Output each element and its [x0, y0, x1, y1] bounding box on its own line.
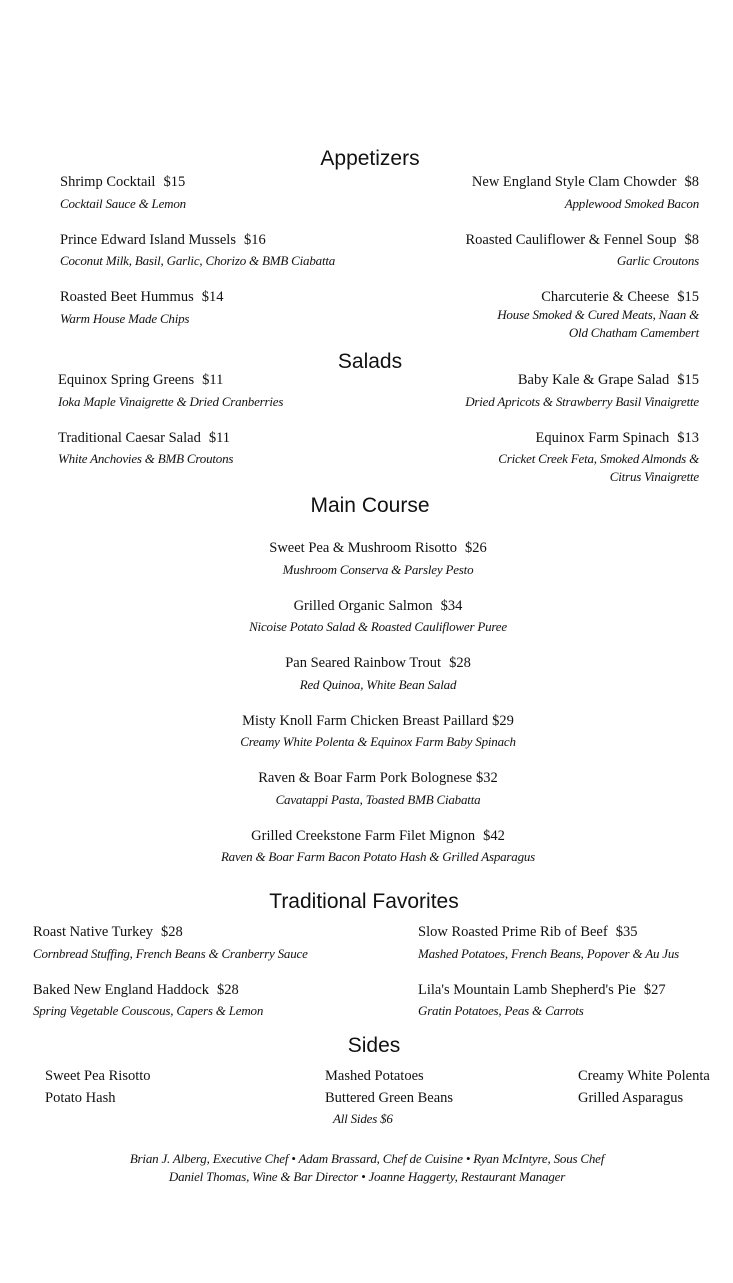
menu-item-name: Baby Kale & Grape Salad $15	[517, 372, 699, 388]
menu-item-desc: Garlic Croutons	[616, 253, 699, 268]
staff-credits-line: Brian J. Alberg, Executive Chef • Adam Brassard, Chef de Cuisine • Ryan McIntyre, Sous Chef	[129, 1151, 605, 1166]
menu-item-desc: Cornbread Stuffing, French Beans & Cranberry Sauce	[33, 946, 308, 961]
menu-item-desc: Coconut Milk, Basil, Garlic, Chorizo & BMB Ciabatta	[60, 253, 336, 268]
menu-item-name: New England Style Clam Chowder $8	[471, 174, 699, 190]
menu-item-desc: Old Chatham Camembert	[568, 325, 699, 340]
side-item: Buttered Green Beans	[325, 1090, 454, 1106]
side-item: Potato Hash	[45, 1090, 116, 1106]
menu-item-name: Sweet Pea & Mushroom Risotto $26	[269, 540, 487, 556]
menu-item-name: Pan Seared Rainbow Trout $28	[285, 655, 471, 671]
section-title-traditional-favorites: Traditional Favorites	[269, 890, 459, 913]
menu-item-desc: Cavatappi Pasta, Toasted BMB Ciabatta	[275, 792, 481, 807]
section-title-salads: Salads	[337, 350, 403, 373]
menu-item-name: Equinox Farm Spinach $13	[535, 430, 699, 446]
section-title-main-course: Main Course	[310, 494, 430, 517]
menu-item-name: Baked New England Haddock $28	[33, 982, 239, 998]
menu-item-name: Lila's Mountain Lamb Shepherd's Pie $27	[418, 982, 666, 998]
menu-item-name: Traditional Caesar Salad $11	[58, 430, 231, 446]
menu-item-desc: Spring Vegetable Couscous, Capers & Lemon	[33, 1003, 264, 1018]
side-item: Grilled Asparagus	[578, 1090, 684, 1106]
menu-item-desc: Warm House Made Chips	[60, 311, 190, 326]
menu-item-name: Shrimp Cocktail $15	[60, 174, 186, 190]
menu-item-name: Slow Roasted Prime Rib of Beef $35	[418, 924, 638, 940]
menu-item-desc: Mashed Potatoes, French Beans, Popover & Au Jus	[418, 946, 680, 961]
section-title-sides: Sides	[347, 1034, 401, 1057]
menu-item-desc: Gratin Potatoes, Peas & Carrots	[418, 1003, 584, 1018]
section-title-appetizers: Appetizers	[320, 147, 420, 170]
staff-credits-line: Daniel Thomas, Wine & Bar Director • Joanne Haggerty, Restaurant Manager	[168, 1169, 566, 1184]
side-item: Creamy White Polenta	[578, 1068, 710, 1084]
menu-item-name: Raven & Boar Farm Pork Bolognese $32	[258, 770, 498, 786]
menu-item-name: Equinox Spring Greens $11	[58, 372, 224, 388]
menu-item-desc: Mushroom Conserva & Parsley Pesto	[282, 562, 474, 577]
menu-item-desc: Citrus Vinaigrette	[609, 469, 699, 484]
menu-item-name: Charcuterie & Cheese $15	[541, 289, 699, 305]
menu-item-desc: Creamy White Polenta & Equinox Farm Baby Spinach	[240, 734, 516, 749]
menu-item-desc: Raven & Boar Farm Bacon Potato Hash & Grilled Asparagus	[220, 849, 536, 864]
side-item: Mashed Potatoes	[325, 1068, 424, 1084]
menu-item-desc: White Anchovies & BMB Croutons	[58, 451, 234, 466]
menu-item-desc: Cricket Creek Feta, Smoked Almonds &	[498, 451, 699, 466]
menu-item-name: Roast Native Turkey $28	[33, 924, 183, 940]
menu-item-name: Prince Edward Island Mussels $16	[60, 232, 266, 248]
menu-item-name: Grilled Creekstone Farm Filet Mignon $42	[251, 828, 505, 844]
menu-item-name: Roasted Beet Hummus $14	[60, 289, 224, 305]
menu-item-desc: Nicoise Potato Salad & Roasted Cauliflower Puree	[249, 619, 507, 634]
menu-item-desc: Ioka Maple Vinaigrette & Dried Cranberries	[58, 394, 284, 409]
menu-item-desc: Cocktail Sauce & Lemon	[60, 196, 186, 211]
menu-item-desc: Applewood Smoked Bacon	[564, 196, 699, 211]
menu-item-desc: House Smoked & Cured Meats, Naan &	[497, 307, 699, 322]
menu-item-desc: Red Quinoa, White Bean Salad	[299, 677, 457, 692]
menu-item-name: Roasted Cauliflower & Fennel Soup $8	[465, 232, 699, 248]
side-item: Sweet Pea Risotto	[45, 1068, 151, 1084]
menu-item-name: Grilled Organic Salmon $34	[293, 598, 463, 614]
menu-item-name: Misty Knoll Farm Chicken Breast Paillard $29	[242, 713, 514, 729]
sides-price-note: All Sides $6	[333, 1111, 393, 1126]
menu-item-desc: Dried Apricots & Strawberry Basil Vinaigrette	[465, 394, 699, 409]
